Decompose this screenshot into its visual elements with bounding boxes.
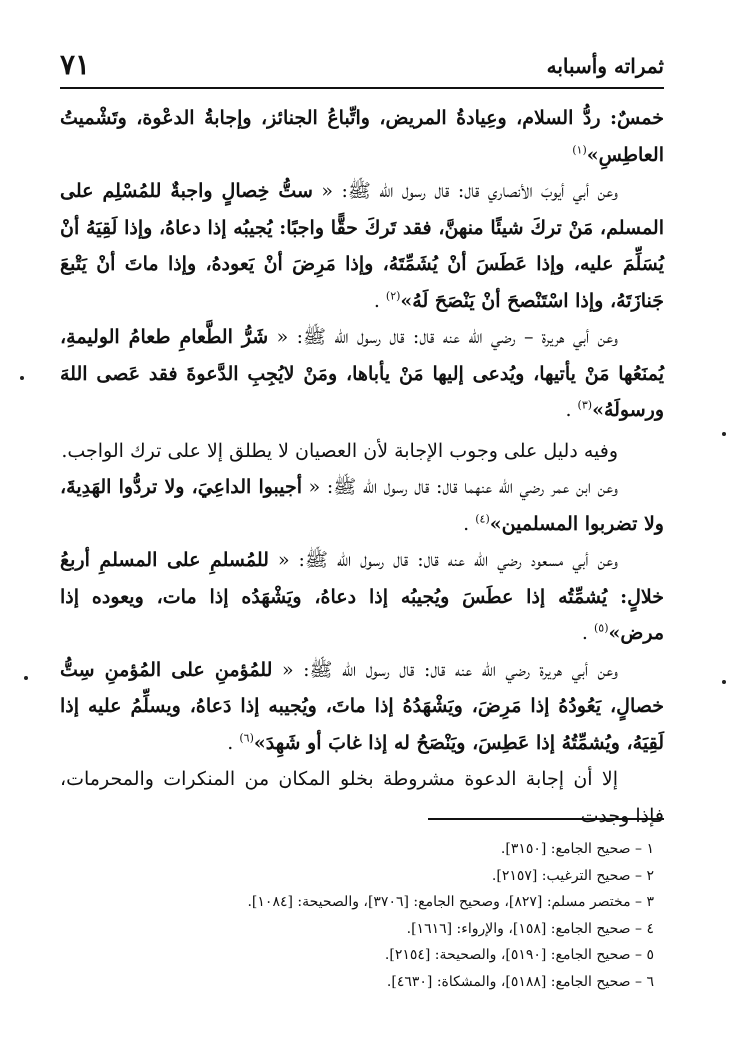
footnote: ٥ – صحيح الجامع: [٥١٩٠]، والصحيحة: [٢١٥٤]. — [384, 947, 654, 963]
footnote-ref: (٢) — [385, 289, 401, 303]
paragraph — [60, 542, 664, 652]
paragraph — [60, 173, 664, 319]
paragraph-lead: وعن أبي هريرة رضي الله عنه قال: قال رسول الله ﷺ: « — [281, 658, 618, 681]
footnote-ref: (١) — [572, 143, 587, 157]
paragraph-tail: . — [463, 512, 470, 535]
running-head — [60, 44, 664, 88]
paragraph-lead: وعن أبي أيوبَ الأنصاري قال: قال رسول الله ﷺ: « — [321, 180, 618, 202]
running-title: ثمراته وأسبابه — [546, 54, 664, 78]
paragraph-tail: . — [373, 289, 380, 312]
hadith-text: أجيبوا الداعِيَ، ولا تردُّوا الهَدِيةَ، ولا تضربوا المسلمين» — [60, 476, 664, 535]
paragraph-lead: وعن أبي مسعود رضي الله عنه قال: قال رسول الله ﷺ: « — [277, 549, 618, 571]
paragraph-lead: وعن أبي هريرة – رضي الله عنه قال: قال رسول الله ﷺ: « — [276, 326, 618, 348]
footnote: ٦ – صحيح الجامع: [٥١٨٨]، والمشكاة: [٤٦٣٠]. — [386, 973, 654, 990]
margin-speck — [24, 676, 28, 680]
footnote-ref: (٣) — [577, 398, 593, 412]
page-number: ٧١ — [60, 48, 91, 81]
hadith-text: للمُسلمِ على المسلمِ أربعُ خلالٍ: يُشمِّتُه إذا عطَسَ ويُجيبُه إذا دعاهُ، ويَشْهَدُه إذا مات، ويعوده إذا مرض» — [60, 549, 664, 644]
paragraph-tail: . — [565, 399, 572, 421]
footnote-ref: (٥) — [593, 621, 609, 635]
body-text — [60, 100, 664, 834]
hadith-text: شَرُّ الطَّعامِ طعامُ الوليمةِ، يُمنَعُها مَنْ يأتيها، ويُدعى إليها مَنْ يأباها، ومَنْ لايُجِبِ الدَّعوةَ فقد عَصى اللهَ ورسولَهُ» — [60, 326, 664, 421]
paragraph-tail: . — [227, 731, 234, 754]
paragraph-tail: . — [581, 622, 588, 644]
paragraph — [60, 100, 664, 173]
paragraph — [60, 469, 664, 542]
footnote-divider — [428, 818, 664, 820]
footnote-ref: (٦) — [239, 731, 254, 745]
footnote: ١ – صحيح الجامع: [٣١٥٠]. — [500, 841, 654, 857]
paragraph-lead: وفيه دليل على وجوب الإجابة لأن العصيان لا يطلق إلا على ترك الواجب. — [61, 439, 618, 462]
paragraph — [60, 319, 664, 429]
header-divider — [60, 87, 664, 89]
footnote: ٢ – صحيح الترغيب: [٢١٥٧]. — [491, 867, 654, 884]
footnote: ٣ – مختصر مسلم: [٨٢٧]، وصحيح الجامع: [٣٧٠٦]، والصحيحة: [١٠٨٤]. — [247, 894, 654, 910]
hadith-text: ستُّ خِصالٍ واجبةٌ للمُسْلِم على المسلم، مَنْ تركَ شيئًا منهنَّ، فقد تَركَ حقًّا واجبًا: يُجيبُه إذا دعاهُ، وإذا لَقِيَهُ أنْ يُسَلِّمَ عليه، وإذا عَطَسَ أنْ يُشَمِّتَهُ، وإذا مَرِضَ أنْ يَعودهُ، وإذا ماتَ أنْ يَتْبعَ جَنازَتَهُ، وإذا اسْتَنْصحَ أنْ يَنْصَحَ لَهُ» — [60, 180, 664, 312]
margin-speck — [20, 376, 24, 380]
paragraph — [60, 652, 664, 762]
paragraph-lead: وعن ابن عمر رضي الله عنهما قال: قال رسول الله ﷺ: « — [308, 476, 618, 498]
footnote-ref: (٤) — [475, 512, 490, 526]
footnotes — [60, 836, 654, 995]
hadith-text: للمُؤمنِ على المُؤمنِ سِتُّ خصالٍ، يَعُودُهُ إذا مَرِضَ، ويَشْهَدُهُ إذا ماتَ، ويُجيبه إذا دَعاهُ، ويسلِّمُ عليه إذا لَقِيَهُ، ويُشمِّتُهُ إذا عَطِسَ، ويَنْصَحُ له إذا غابَ أو شَهِدَ» — [60, 658, 664, 754]
paragraph — [60, 433, 664, 470]
paragraph-lead: خمسٌ: ردُّ السلام، وعِيادةُ المريض، واتِّباعُ الجنائز، وإجابةُ الدعْوة، وتَشْميتُ العاطِسِ» — [60, 107, 664, 166]
footnote: ٤ – صحيح الجامع: [١٥٨]، والإرواء: [١٦١٦]. — [406, 920, 654, 937]
paragraph-lead: إلا أن إجابة الدعوة مشروطة بخلو المكان من المنكرات والمحرمات، فإذا وجدت — [60, 768, 664, 827]
paragraph — [60, 761, 664, 834]
margin-speck — [722, 680, 726, 684]
margin-speck — [722, 432, 726, 436]
